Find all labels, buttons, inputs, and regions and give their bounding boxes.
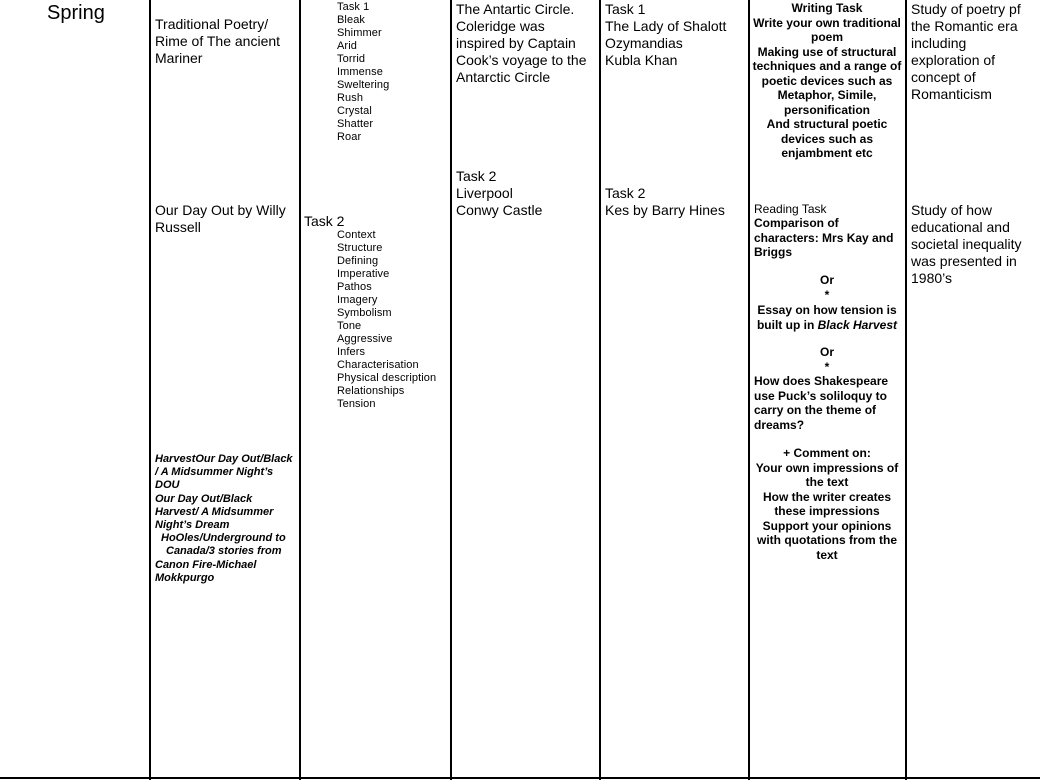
vocab-task1-list <box>337 1 389 144</box>
nonfiction-task2-line: Liverpool <box>456 185 513 201</box>
column-divider-3 <box>450 0 452 780</box>
texts-list-line: Harvest/ A Midsummer <box>155 505 274 518</box>
column-divider-6 <box>905 0 907 780</box>
column-divider-2 <box>299 0 301 780</box>
texts-list-line: DOU <box>155 479 180 492</box>
poems-task1-line: The Lady of Shalott <box>605 18 727 34</box>
reading-task-label: Reading Task <box>754 202 827 216</box>
texts-list-line: Night’s Dream <box>155 519 230 532</box>
texts-list-line: Canon Fire-Michael <box>155 558 257 571</box>
vocab-term: Symbolism <box>337 307 392 319</box>
vocab-task2-label: Task 2 <box>304 213 345 229</box>
romantic-study: Study of poetry pf the Romantic era including exploration of concept of Romanticism <box>911 1 1021 102</box>
season-label: Spring <box>47 2 105 24</box>
poems-task1-line: Task 1 <box>605 1 646 17</box>
vocab-word: Sweltering <box>337 79 390 91</box>
vocab-word: Crystal <box>337 105 372 117</box>
nonfiction-task2-line: Conwy Castle <box>456 202 543 218</box>
inequality-study: Study of how educational and societal inequality was presented in 1980’s <box>911 202 1022 286</box>
vocab-word: Roar <box>337 131 362 143</box>
column-divider-5 <box>748 0 750 780</box>
vocab-term: Defining <box>337 255 379 267</box>
comment-line: + Comment on: <box>783 446 871 460</box>
comment-block <box>751 446 903 562</box>
column-divider-1 <box>149 0 151 780</box>
or-label: Or <box>819 345 834 359</box>
nonfiction-task2-line: Task 2 <box>456 168 497 184</box>
vocab-word: Task 1 <box>337 1 370 13</box>
our-day-out-text: Our Day Out by Willy Russell <box>155 202 286 235</box>
or-separator-2 <box>751 345 903 374</box>
vocab-term: Aggressive <box>337 333 393 345</box>
poems-task2-line: Kes by Barry Hines <box>605 202 725 218</box>
vocab-word: Shimmer <box>337 27 382 39</box>
writing-task-line: And structural poetic devices such as enjambment etc <box>766 117 888 160</box>
or-label: Or <box>819 273 834 287</box>
vocab-word: Torrid <box>337 53 366 65</box>
texts-list <box>155 453 297 585</box>
texts-list-line: HoOles/Underground to <box>161 532 286 545</box>
vocab-term: Relationships <box>337 385 405 397</box>
poems-task1-line: Ozymandias <box>605 35 683 51</box>
vocab-term: Structure <box>337 242 383 254</box>
vocab-term: Tension <box>337 398 376 410</box>
vocab-word: Shatter <box>337 118 374 130</box>
essay-title: Black Harvest <box>817 317 898 332</box>
poems-task2-line: Task 2 <box>605 185 646 201</box>
writing-task-line: Making use of structural techniques and a range of poetic devices such as Metaphor, Simile, personification <box>752 44 902 117</box>
vocab-term: Infers <box>337 346 366 358</box>
writing-task-block <box>751 1 903 161</box>
texts-list-line: Our Day Out/Black <box>155 492 253 505</box>
vocab-word: Rush <box>337 92 364 104</box>
vocab-task2-list <box>337 229 436 411</box>
comment-line: How the writer creates these impressions <box>762 489 892 518</box>
vocab-term: Pathos <box>337 281 372 293</box>
bottom-border <box>0 777 1040 779</box>
poems-task2 <box>605 185 725 219</box>
column-divider-4 <box>599 0 601 780</box>
texts-list-line: Canada/3 stories from <box>166 545 282 558</box>
vocab-term: Imagery <box>337 294 378 306</box>
vocab-term: Characterisation <box>337 359 419 371</box>
texts-list-line: HarvestOur Day Out/Black <box>155 453 293 465</box>
star-label: * <box>824 287 830 302</box>
comment-line: Support your opinions with quotations from the text <box>757 518 897 562</box>
nonfiction-task2 <box>456 168 542 219</box>
vocab-word: Immense <box>337 66 383 78</box>
essay-text <box>751 303 903 332</box>
writing-task-line: Write your own traditional poem <box>753 15 901 44</box>
poems-task1-line: Kubla Khan <box>605 52 678 68</box>
comment-line: Your own impressions of the text <box>755 460 899 489</box>
vocab-term: Tone <box>337 320 362 332</box>
poems-task1 <box>605 1 726 69</box>
star-label: * <box>824 359 830 374</box>
vocab-term: Context <box>337 229 376 241</box>
writing-task-title: Writing Task <box>791 1 863 15</box>
vocab-word: Arid <box>337 40 357 52</box>
nonfiction-task1: The Antartic Circle. Coleridge was inspired by Captain Cook’s voyage to the Antarctic Circle <box>456 1 587 85</box>
vocab-term: Physical description <box>337 372 437 384</box>
texts-title: Traditional Poetry/ Rime of The ancient Mariner <box>155 16 281 66</box>
texts-list-line: / A Midsummer Night’s <box>155 466 274 479</box>
essay-prefix: Essay on how tension is built up in <box>756 303 897 332</box>
texts-list-line: Mokkpurgo <box>155 571 215 584</box>
or-separator-1 <box>751 273 903 302</box>
comparison-text: Comparison of characters: Mrs Kay and Briggs <box>754 216 894 259</box>
vocab-term: Imperative <box>337 268 390 280</box>
vocab-word: Bleak <box>337 14 366 26</box>
shakespeare-question: How does Shakespeare use Puck’s soliloquy to carry on the theme of dreams? <box>754 374 889 432</box>
